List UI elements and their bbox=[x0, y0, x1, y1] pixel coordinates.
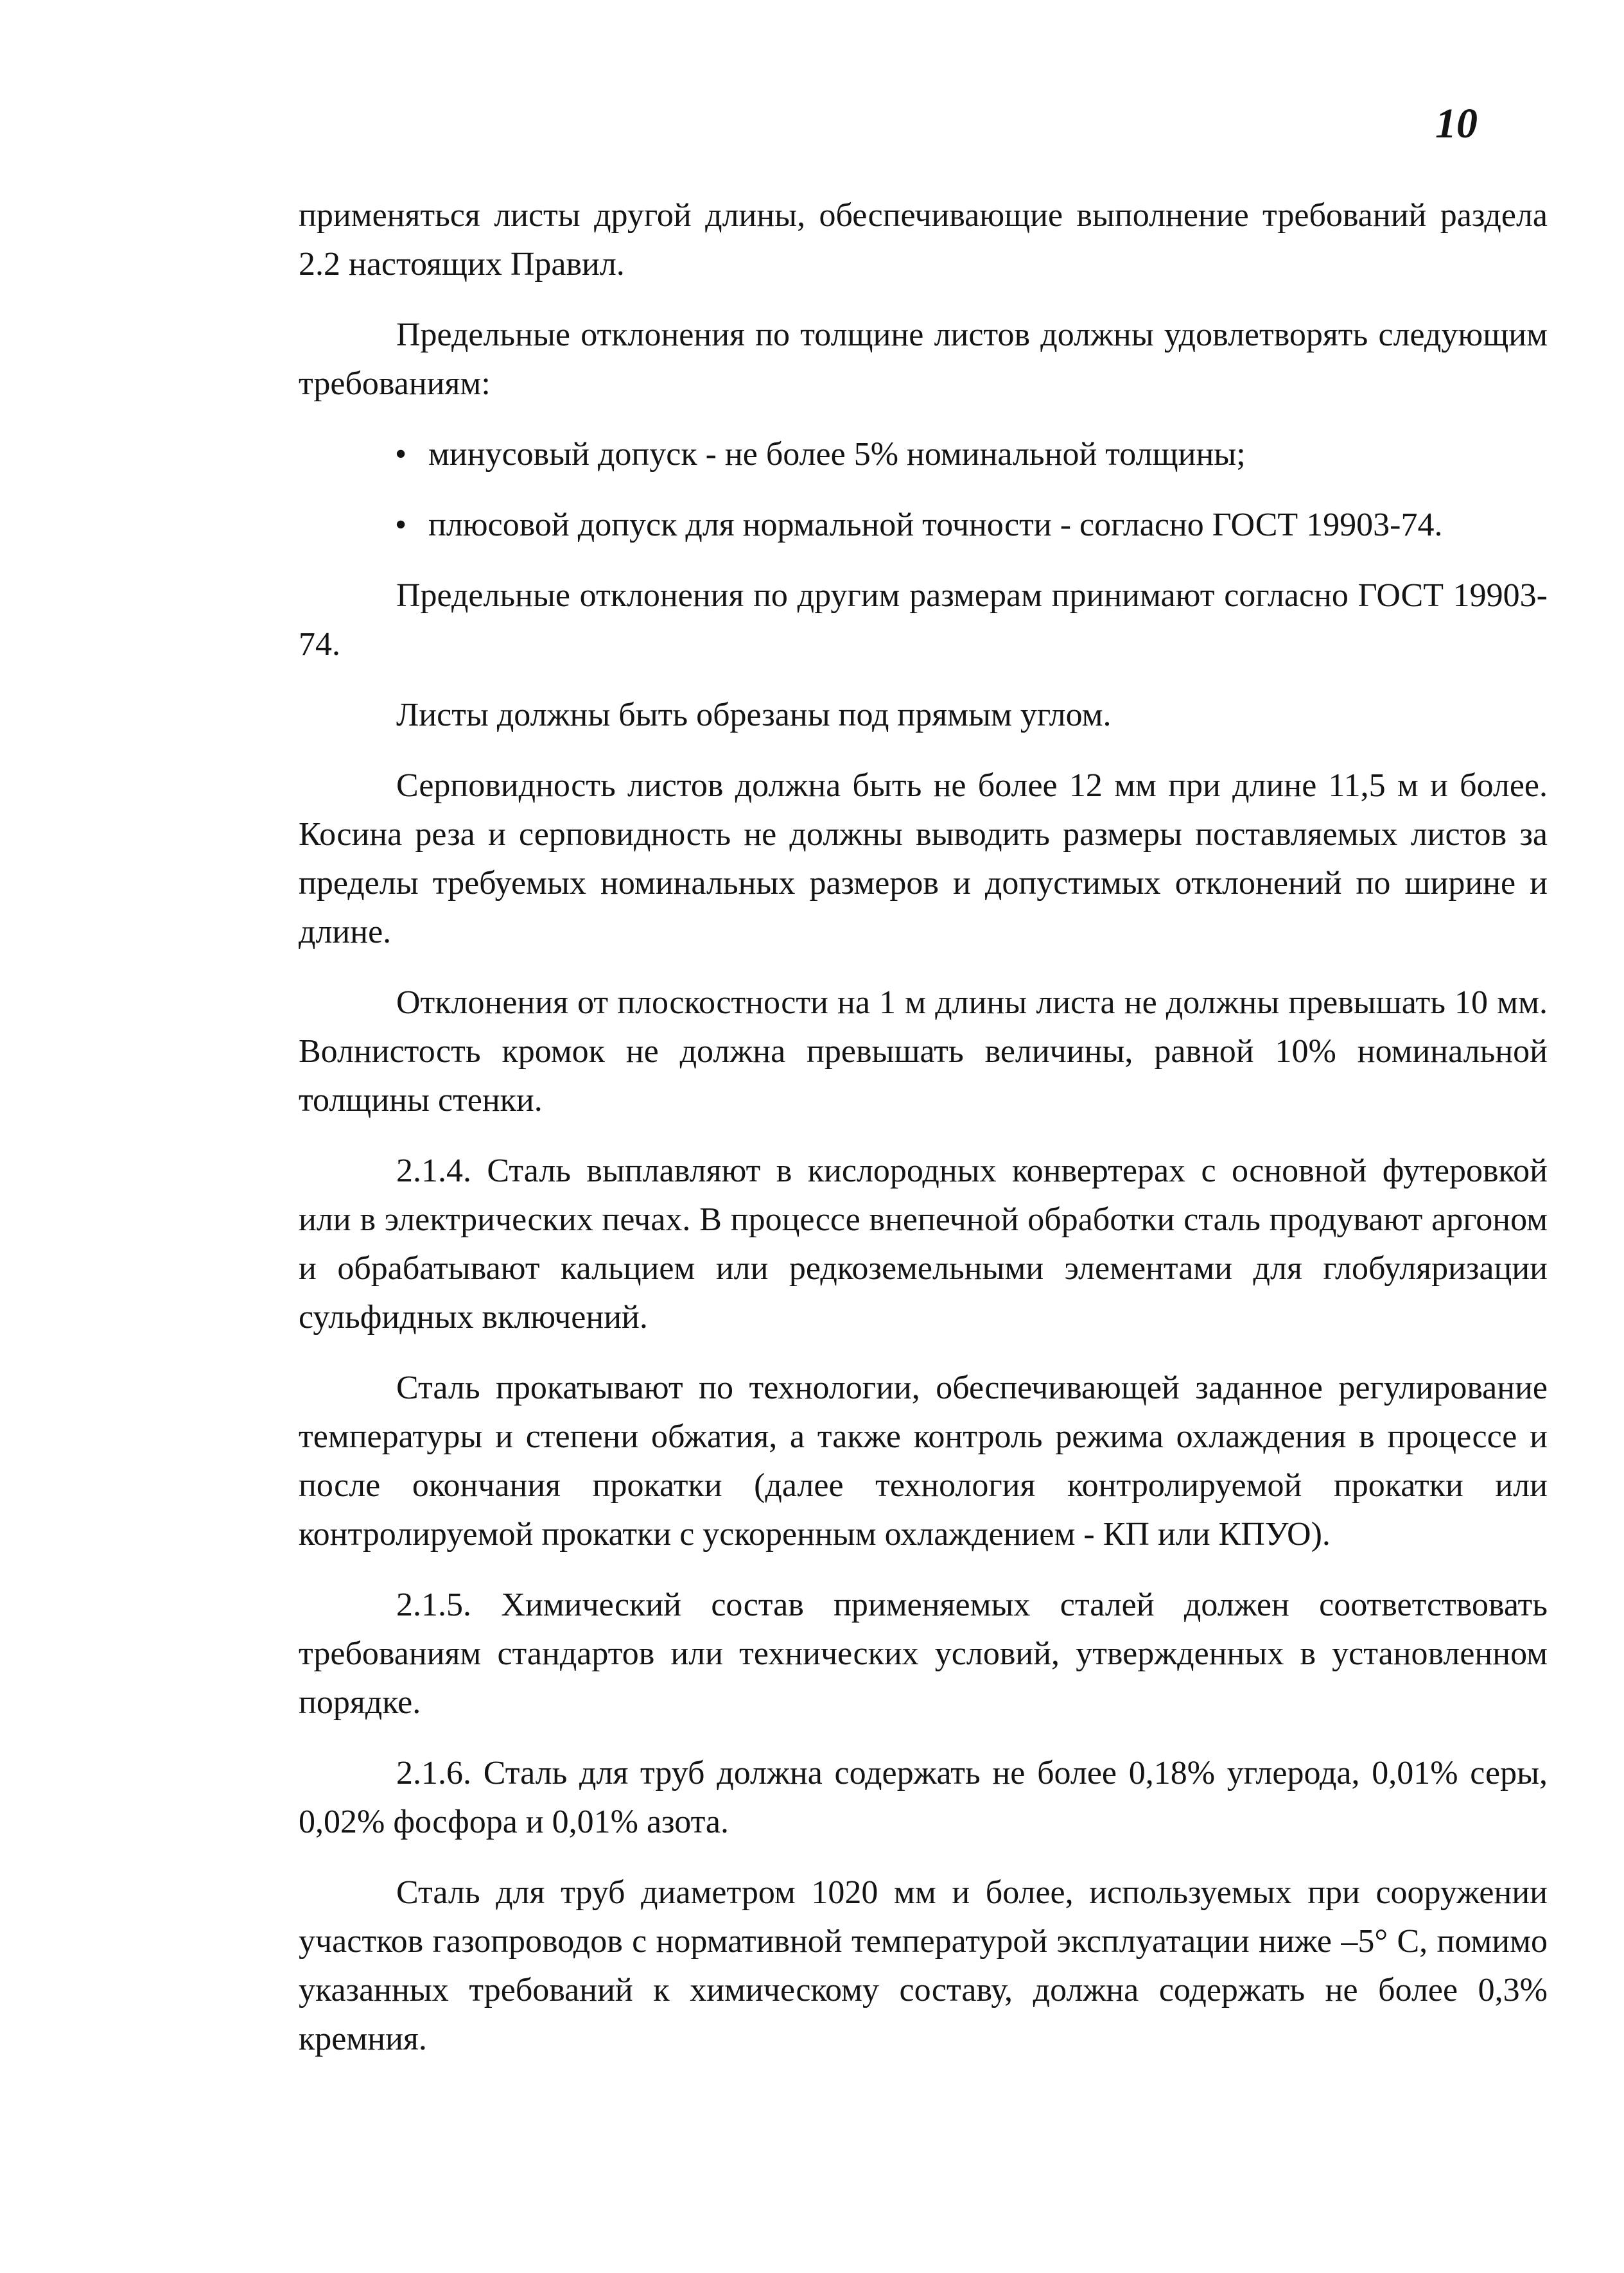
tolerance-list bbox=[299, 430, 1548, 550]
paragraph-continuation: применяться листы другой длины, обеспечивающие выполнение требований раздела 2.2 настоящих Правил. bbox=[299, 197, 1548, 283]
paragraph-section-2-1-5: 2.1.5. Химический состав применяемых сталей должен соответствовать требованиям стандартов или технических условий, утвержденных в установленном порядке. bbox=[299, 1587, 1548, 1721]
page-number: 10 bbox=[1435, 100, 1478, 147]
paragraph-other-dimensions: Предельные отклонения по другим размерам принимают согласно ГОСТ 19903-74. bbox=[299, 577, 1548, 663]
paragraph-silicon: Сталь для труб диаметром 1020 мм и более, используемых при сооружении участков газопроводов с нормативной температурой эксплуатации ниже –5° С, помимо указанных требований к химическому составу, должна содержать не более 0,3% кремния. bbox=[299, 1874, 1548, 2057]
paragraph-rolling: Сталь прокатывают по технологии, обеспечивающей заданное регулирование температуры и степени обжатия, а также контроль режима охлаждения в процессе и после окончания прокатки (далее технология контролируемой прокатки или контролируемой прокатки с ускоренным охлаждением - КП или КПУО). bbox=[299, 1370, 1548, 1553]
paragraph-flatness: Отклонения от плоскостности на 1 м длины листа не должны превышать 10 мм. Волнистость кромок не должна превышать величины, равной 10% номинальной толщины стенки. bbox=[299, 984, 1548, 1119]
bullet-icon: • bbox=[395, 507, 407, 543]
list-item-text: минусовый допуск - не более 5% номинальной толщины; bbox=[428, 436, 1246, 473]
list-item bbox=[395, 430, 1548, 479]
bullet-icon: • bbox=[395, 436, 407, 473]
paragraph-section-2-1-4: 2.1.4. Сталь выплавляют в кислородных конвертерах с основной футеровкой или в электрических печах. В процессе внепечной обработки сталь продувают аргоном и обрабатывают кальцием или редкоземельными элементами для глобуляризации сульфидных включений. bbox=[299, 1153, 1548, 1336]
paragraph-thickness-tolerance: Предельные отклонения по толщине листов должны удовлетворять следующим требованиям: bbox=[299, 317, 1548, 402]
list-item bbox=[395, 501, 1548, 550]
paragraph-right-angle: Листы должны быть обрезаны под прямым углом. bbox=[396, 697, 1112, 733]
paragraph-section-2-1-6: 2.1.6. Сталь для труб должна содержать не более 0,18% углерода, 0,01% серы, 0,02% фосфора и 0,01% азота. bbox=[299, 1755, 1548, 1840]
paragraph-camber: Серповидность листов должна быть не более 12 мм при длине 11,5 м и более. Косина реза и серповидность не должны выводить размеры поставляемых листов за пределы требуемых номинальных размеров и допустимых отклонений по ширине и длине. bbox=[299, 767, 1548, 950]
list-item-text: плюсовой допуск для нормальной точности - согласно ГОСТ 19903-74. bbox=[428, 507, 1443, 543]
document-body bbox=[299, 191, 1548, 2086]
